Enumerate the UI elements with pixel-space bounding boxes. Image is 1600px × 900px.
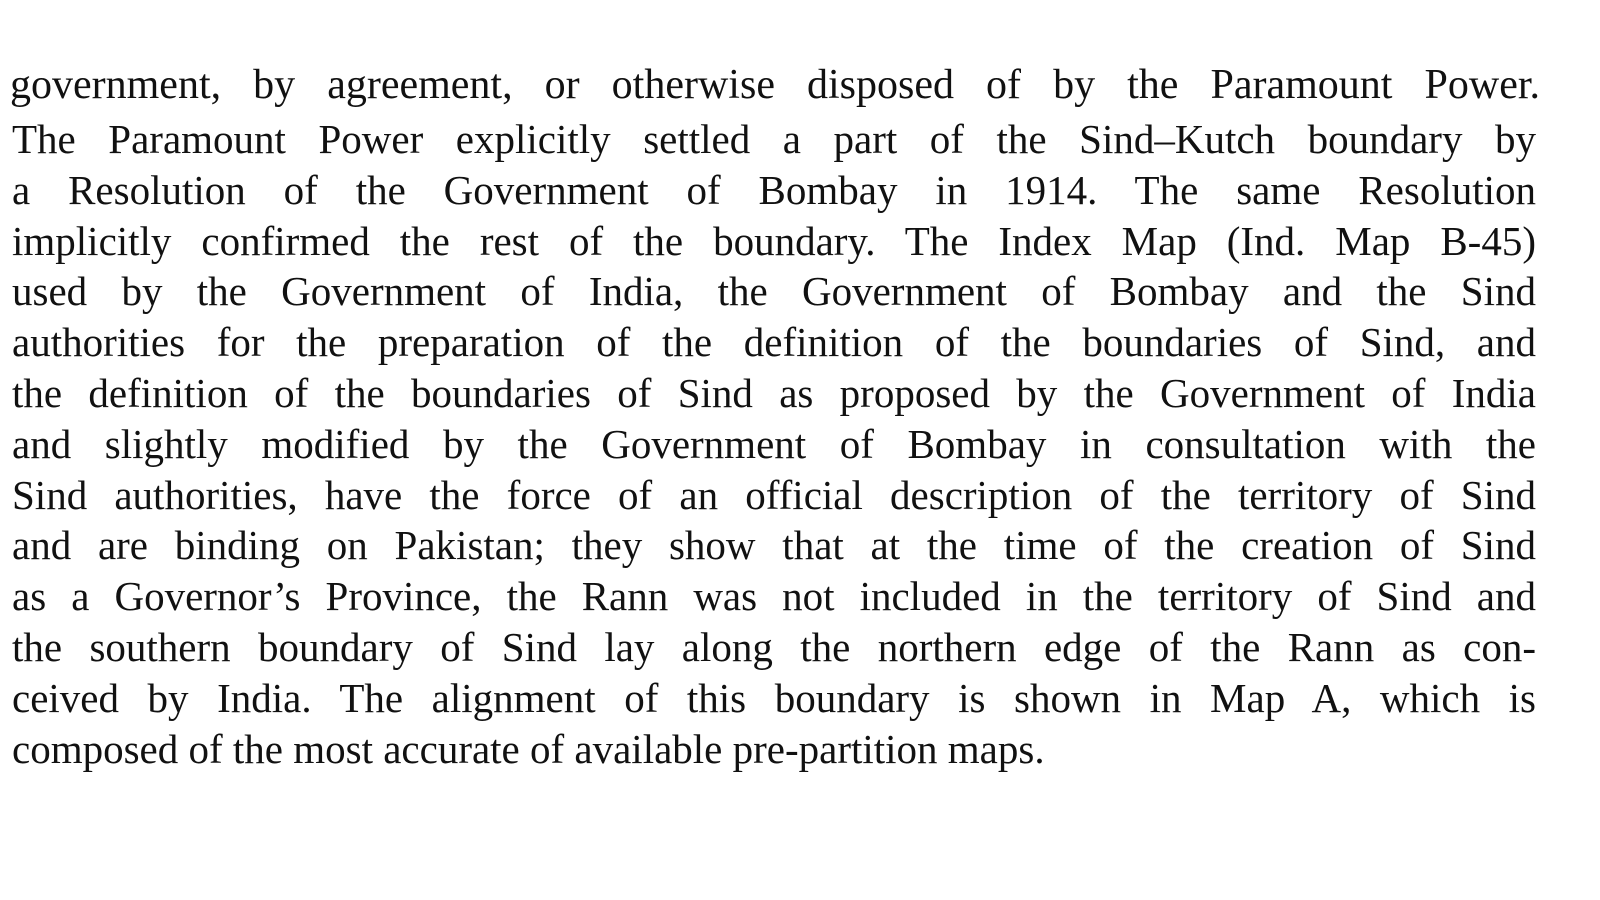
paragraph-line: the definition of the boundaries of Sind as proposed by the Government of India	[12, 369, 1536, 416]
paragraph-line: Sind authorities, have the force of an official description of the territory of Sind	[12, 471, 1536, 518]
paragraph-line: and are binding on Pakistan; they show that at the time of the creation of Sind	[12, 522, 1536, 569]
cut-off-text-line	[10, 62, 1540, 108]
paragraph-line: as a Governor’s Province, the Rann was not included in the territory of Sind and	[12, 573, 1536, 620]
paragraph-line: The Paramount Power explicitly settled a part of the Sind–Kutch boundary by	[12, 116, 1536, 162]
paragraph-line: implicitly confirmed the rest of the boundary. The Index Map (Ind. Map B-45)	[12, 217, 1536, 264]
paragraph-line: ceived by India. The alignment of this boundary is shown in Map A, which is	[12, 674, 1536, 721]
paragraph-line: used by the Government of India, the Government of Bombay and the Sind	[12, 268, 1536, 315]
paragraph-line: authorities for the preparation of the definition of the boundaries of Sind, and	[12, 319, 1536, 366]
paragraph-line-last: composed of the most accurate of available pre-partition maps.	[12, 725, 1045, 772]
paragraph-line: the southern boundary of Sind lay along the northern edge of the Rann as con-	[12, 623, 1536, 670]
cut-off-line-text: government, by agreement, or otherwise disposed of by the Paramount Power.	[10, 62, 1540, 108]
paragraph-line: a Resolution of the Government of Bombay in 1914. The same Resolution	[12, 166, 1536, 213]
paragraph-line: and slightly modified by the Government of Bombay in consultation with the	[12, 420, 1536, 467]
body-paragraph	[12, 114, 1536, 774]
